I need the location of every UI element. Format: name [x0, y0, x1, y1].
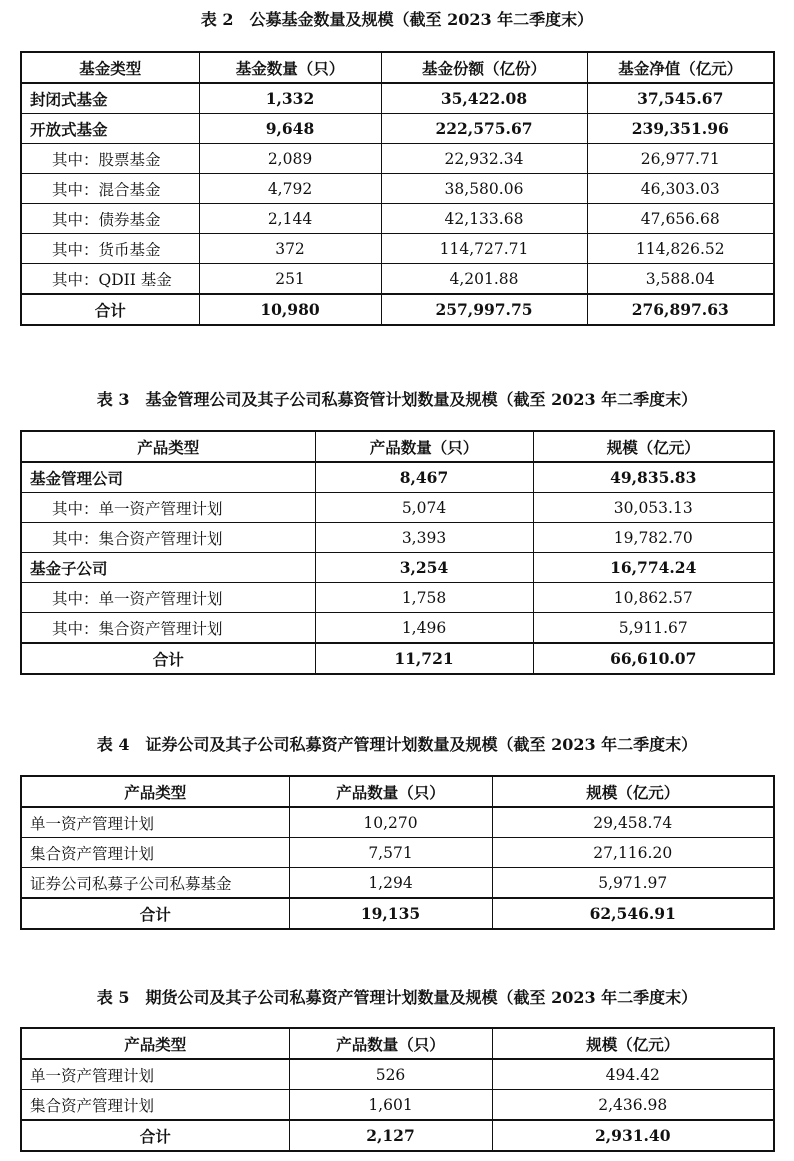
product-scale: 10,862.57 [533, 583, 774, 613]
product-scale: 29,458.74 [492, 807, 774, 838]
table-row [21, 868, 774, 899]
fund-shares: 4,201.88 [381, 264, 587, 295]
row-label: 其中：集合资产管理计划 [21, 523, 315, 553]
total-row [21, 643, 774, 674]
column-header: 产品类型 [21, 776, 289, 807]
futures-private-table [20, 1027, 775, 1152]
fund-nav: 239,351.96 [587, 114, 774, 144]
product-count: 10,270 [289, 807, 492, 838]
column-header: 产品类型 [21, 431, 315, 462]
column-header: 产品数量（只） [289, 776, 492, 807]
row-label: 其中：混合基金 [21, 174, 199, 204]
table-header-row [21, 52, 774, 83]
table-row [21, 114, 774, 144]
total-row [21, 294, 774, 325]
total-count: 10,980 [199, 294, 381, 325]
table-row [21, 1059, 774, 1090]
product-scale: 5,911.67 [533, 613, 774, 644]
fund-count: 2,089 [199, 144, 381, 174]
row-label: 其中：债券基金 [21, 204, 199, 234]
row-label: 其中：集合资产管理计划 [21, 613, 315, 644]
fund-count: 372 [199, 234, 381, 264]
column-header: 基金数量（只） [199, 52, 381, 83]
column-header: 基金净值（亿元） [587, 52, 774, 83]
product-scale: 49,835.83 [533, 462, 774, 493]
row-label: 基金子公司 [21, 553, 315, 583]
fund-shares: 222,575.67 [381, 114, 587, 144]
column-header: 规模（亿元） [492, 1028, 774, 1059]
table-row [21, 553, 774, 583]
product-count: 1,294 [289, 868, 492, 899]
securities-private-table [20, 775, 775, 930]
product-count: 1,601 [289, 1090, 492, 1121]
table-row [21, 807, 774, 838]
fund-shares: 22,932.34 [381, 144, 587, 174]
fund-nav: 37,545.67 [587, 83, 774, 114]
fund-nav: 46,303.03 [587, 174, 774, 204]
total-label: 合计 [21, 898, 289, 929]
column-header: 产品数量（只） [315, 431, 533, 462]
product-count: 7,571 [289, 838, 492, 868]
product-count: 3,393 [315, 523, 533, 553]
product-count: 3,254 [315, 553, 533, 583]
fund-count: 1,332 [199, 83, 381, 114]
column-header: 基金份额（亿份） [381, 52, 587, 83]
fund-nav: 26,977.71 [587, 144, 774, 174]
row-label: 单一资产管理计划 [21, 1059, 289, 1090]
table-row [21, 838, 774, 868]
table-row [21, 174, 774, 204]
row-label: 其中：单一资产管理计划 [21, 493, 315, 523]
product-scale: 19,782.70 [533, 523, 774, 553]
product-scale: 2,436.98 [492, 1090, 774, 1121]
row-label: 封闭式基金 [21, 83, 199, 114]
product-scale: 5,971.97 [492, 868, 774, 899]
table-row [21, 583, 774, 613]
row-label: 基金管理公司 [21, 462, 315, 493]
row-label: 开放式基金 [21, 114, 199, 144]
table-header-row [21, 1028, 774, 1059]
column-header: 基金类型 [21, 52, 199, 83]
table-row [21, 613, 774, 644]
row-label: 其中：QDII 基金 [21, 264, 199, 295]
total-shares: 257,997.75 [381, 294, 587, 325]
table-row [21, 523, 774, 553]
product-count: 1,758 [315, 583, 533, 613]
table-row [21, 1090, 774, 1121]
product-scale: 30,053.13 [533, 493, 774, 523]
row-label: 其中：货币基金 [21, 234, 199, 264]
table-row [21, 144, 774, 174]
row-label: 其中：股票基金 [21, 144, 199, 174]
row-label: 其中：单一资产管理计划 [21, 583, 315, 613]
total-nav: 276,897.63 [587, 294, 774, 325]
product-count: 1,496 [315, 613, 533, 644]
total-row [21, 898, 774, 929]
total-row [21, 1120, 774, 1151]
total-label: 合计 [21, 643, 315, 674]
row-label: 集合资产管理计划 [21, 838, 289, 868]
table-row [21, 493, 774, 523]
row-label: 单一资产管理计划 [21, 807, 289, 838]
column-header: 产品数量（只） [289, 1028, 492, 1059]
table-row [21, 462, 774, 493]
product-count: 526 [289, 1059, 492, 1090]
row-label: 证券公司私募子公司私募基金 [21, 868, 289, 899]
total-scale: 2,931.40 [492, 1120, 774, 1151]
table-header-row [21, 776, 774, 807]
table2-caption: 表 2 公募基金数量及规模（截至 2023 年二季度末） [200, 10, 594, 29]
table-row [21, 83, 774, 114]
fund-shares: 114,727.71 [381, 234, 587, 264]
total-count: 2,127 [289, 1120, 492, 1151]
product-scale: 494.42 [492, 1059, 774, 1090]
product-count: 5,074 [315, 493, 533, 523]
table3-caption: 表 3 基金管理公司及其子公司私募资管计划数量及规模（截至 2023 年二季度末） [96, 390, 698, 409]
fund-shares: 38,580.06 [381, 174, 587, 204]
public-fund-table [20, 51, 775, 326]
fund-nav: 3,588.04 [587, 264, 774, 295]
total-label: 合计 [21, 1120, 289, 1151]
column-header: 产品类型 [21, 1028, 289, 1059]
table-row [21, 204, 774, 234]
column-header: 规模（亿元） [533, 431, 774, 462]
product-scale: 16,774.24 [533, 553, 774, 583]
total-count: 19,135 [289, 898, 492, 929]
table4-caption: 表 4 证券公司及其子公司私募资产管理计划数量及规模（截至 2023 年二季度末） [96, 735, 698, 754]
table5-caption: 表 5 期货公司及其子公司私募资产管理计划数量及规模（截至 2023 年二季度末） [96, 988, 698, 1007]
total-label: 合计 [21, 294, 199, 325]
column-header: 规模（亿元） [492, 776, 774, 807]
fund-count: 4,792 [199, 174, 381, 204]
fund-shares: 42,133.68 [381, 204, 587, 234]
table-row [21, 234, 774, 264]
fund-manager-private-table [20, 430, 775, 675]
table-row [21, 264, 774, 295]
product-scale: 27,116.20 [492, 838, 774, 868]
total-scale: 66,610.07 [533, 643, 774, 674]
table-header-row [21, 431, 774, 462]
total-scale: 62,546.91 [492, 898, 774, 929]
row-label: 集合资产管理计划 [21, 1090, 289, 1121]
fund-nav: 47,656.68 [587, 204, 774, 234]
fund-nav: 114,826.52 [587, 234, 774, 264]
fund-count: 251 [199, 264, 381, 295]
product-count: 8,467 [315, 462, 533, 493]
fund-count: 9,648 [199, 114, 381, 144]
fund-shares: 35,422.08 [381, 83, 587, 114]
fund-count: 2,144 [199, 204, 381, 234]
total-count: 11,721 [315, 643, 533, 674]
